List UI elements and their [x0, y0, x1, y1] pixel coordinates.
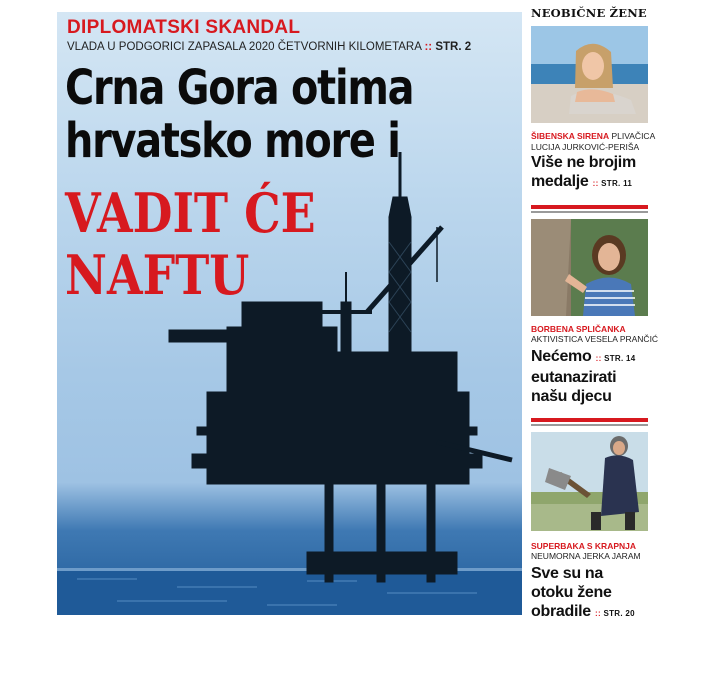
teaser-2-title-line-3: našu djecu: [531, 388, 612, 405]
story-subkicker: [67, 41, 471, 53]
teaser-3-kicker-label: SUPERBAKA S KRAPNJA: [531, 541, 637, 551]
main-story[interactable]: [57, 12, 522, 615]
teaser-1-title[interactable]: [531, 153, 636, 193]
swimmer-photo: [531, 26, 648, 123]
teaser-3-photo[interactable]: [531, 432, 648, 531]
teaser-3-title-line-3: [531, 602, 635, 623]
teaser-3-title-line-3-text: obradile: [531, 603, 591, 620]
teaser-1-kicker-label: ŠIBENSKA SIRENA: [531, 131, 610, 141]
teaser-3-title-line-2: otoku žene: [531, 584, 612, 601]
separator-glyph: ::: [424, 41, 433, 53]
headline-red-line-2: NAFTU: [65, 243, 250, 307]
teaser-2-title[interactable]: [531, 347, 636, 406]
page-reference: STR. 2: [435, 41, 472, 53]
teaser-1-title-line-2: [531, 172, 636, 193]
teaser-1-kicker: [531, 131, 655, 141]
teaser-2-title-line-1: [531, 347, 636, 368]
teaser-1-sub: LUCIJA JURKOVIĆ-PERIŠA: [531, 142, 640, 152]
teaser-2-page-ref: [596, 354, 636, 363]
teaser-2-kicker-label: BORBENA SPLIČANKA: [531, 324, 626, 334]
teaser-2-sub: AKTIVISTICA VESELA PRANČIĆ: [531, 334, 659, 344]
teaser-3-sub: NEUMORNA JERKA JARAM: [531, 551, 641, 561]
divider-grey: [531, 211, 648, 213]
teaser-1-kicker-rest: PLIVAČICA: [611, 131, 656, 141]
teaser-2-kicker: [531, 324, 626, 334]
teaser-2-title-line-1-text: Nećemo: [531, 348, 592, 365]
teaser-3-title-line-1: Sve su na: [531, 565, 604, 582]
divider-red: [531, 418, 648, 422]
teaser-2-photo[interactable]: [531, 219, 648, 316]
separator-glyph: ::: [592, 179, 599, 188]
teaser-2-title-line-2: eutanazirati: [531, 369, 617, 386]
headline: [65, 62, 413, 168]
teaser-1-page-ref-text: STR. 11: [601, 179, 633, 188]
teaser-3-title[interactable]: [531, 564, 635, 623]
grandma-photo: [531, 432, 648, 531]
divider-red: [531, 205, 648, 209]
story-kicker: DIPLOMATSKI SKANDAL: [67, 17, 301, 38]
headline-red: [65, 182, 316, 306]
teaser-3-page-ref-text: STR. 20: [603, 609, 635, 618]
section-title: NEOBIČNE ŽENE: [531, 6, 647, 20]
teaser-1-page-ref: [593, 179, 632, 188]
divider-grey: [531, 424, 648, 426]
separator-glyph: ::: [595, 354, 602, 363]
sidebar: [531, 0, 659, 691]
teaser-1-photo[interactable]: [531, 26, 648, 123]
teaser-1-title-line-2-text: medalje: [531, 173, 589, 190]
activist-photo: [531, 219, 648, 316]
teaser-2-page-ref-text: STR. 14: [604, 354, 636, 363]
teaser-3-page-ref: [595, 609, 635, 618]
headline-line-2: hrvatsko more i: [65, 113, 400, 169]
separator-glyph: ::: [595, 609, 601, 618]
subkicker-text: VLADA U PODGORICI ZAPASALA 2020 ČETVORNIH KILOMETARA: [67, 41, 422, 53]
teaser-3-kicker: [531, 541, 636, 551]
teaser-1-title-line-1: Više ne brojim: [531, 154, 636, 171]
headline-red-line-1: VADIT ĆE: [65, 181, 316, 245]
headline-line-1: Crna Gora otima: [65, 60, 414, 116]
